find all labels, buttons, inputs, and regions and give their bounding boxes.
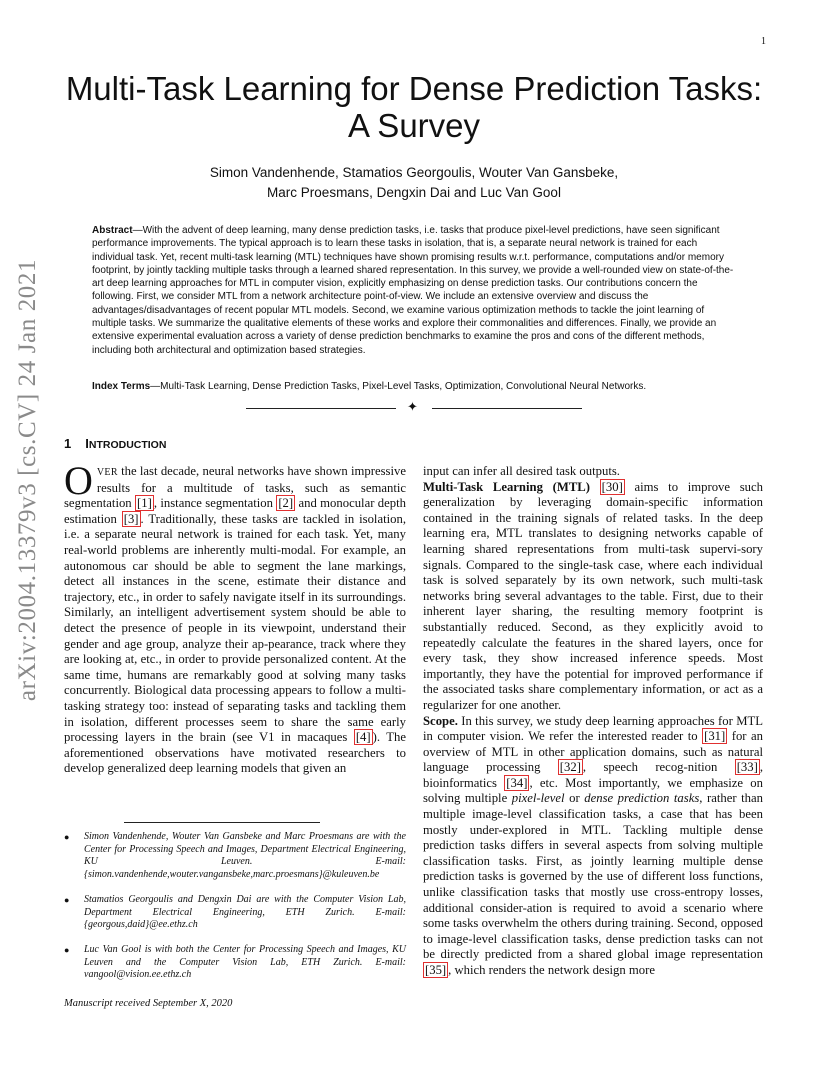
footnote-text: Luc Van Gool is with both the Center for Processing Speech and Images, KU Leuven and the Computer Vision Lab, ETH Zurich. E-mail: vangool@vision.ee.ethz.ch [84, 944, 406, 981]
bullet-icon: ● [64, 832, 70, 842]
scope-paragraph [423, 714, 763, 979]
bullet-icon: ● [64, 895, 70, 905]
abstract-label: Abstract [92, 225, 133, 236]
divider-line-right [432, 408, 582, 409]
index-terms-text: —Multi-Task Learning, Dense Prediction Tasks, Pixel-Level Tasks, Optimization, Convolutional Neural Networks. [150, 381, 647, 392]
citation-link[interactable]: [1] [137, 496, 152, 511]
title-line-1: Multi-Task Learning for Dense Prediction Tasks: [65, 70, 763, 107]
citation-link[interactable]: [4] [355, 730, 371, 745]
intro-text-e: ). The aforementioned observations have motivated researchers to develop generalized deep learning models that given an [64, 730, 406, 776]
scope-text-g: , rather than multiple image-level classification tasks, a case that has been mostly under-explored in MTL. Tackling multiple dense prediction tasks differs in several aspects from solving multiple classification tasks. First, as jointly learning multiple dense prediction tasks is governed by the use of different loss functions, unlike classification tasks that mostly use cross-entropy losses, additional consider-ation is required to avoid a scenario where some tasks overwhelm the others during training. Second, opposed to image-level classification tasks, dense prediction tasks can not be directly predicted from a shared global image representation [423, 791, 763, 962]
scope-text-d: , bioinformatics [423, 760, 764, 790]
intro-text-a: the last decade, neural networks have shown impressive results for a multitude of tasks, such as semantic segmentation [64, 464, 406, 511]
mtl-label: Multi-Task Learning (MTL) [423, 479, 590, 494]
citation-link[interactable]: [2] [278, 496, 294, 511]
footnote-item [64, 831, 406, 881]
authors-line-2: Marc Proesmans, Dengxin Dai and Luc Van Gool [267, 185, 561, 200]
author-list [0, 163, 828, 203]
citation-link[interactable]: [33] [736, 760, 758, 775]
authors-line-1: Simon Vandenhende, Stamatios Georgoulis, Wouter Van Gansbeke, [209, 165, 619, 180]
title-line-2: A Survey [347, 107, 481, 144]
section-title-rest: NTRODUCTION [88, 439, 167, 451]
continuation-line: input can infer all desired task outputs. [423, 464, 620, 478]
scope-text-f: or [564, 791, 585, 806]
scope-text-e: , etc. Most importantly, we emphasize on solving multiple [423, 775, 763, 806]
intro-text-d: . Traditionally, these tasks are tackled in isolation, i.e. a separate neural network is trained for each task. Yet, many real-world problems are inherently multi-modal. For example, an autonomous car should be able to segment the lane markings, detect all instances in the scene, estimate their distance and trajectory, etc., in order to safely navigate itself in its surroundings. Similarly, an intelligent advertisement system should be able to detect the presence of people in its viewpoint, understand their gender and age group, analyze their ap-pearance, track where they are looking at, etc., in order to provide personalized content. At the same time, humans are remarkably good at solving many tasks concurrently. Biological data processing appears to follow a multi-tasking strategy too: instead of separating tasks and tackling them in isolation, different processes seem to share the same early processing layers in the brain (see V1 in macaques [64, 511, 406, 745]
citation-link[interactable]: [30] [601, 479, 623, 494]
body-column-right [423, 464, 763, 979]
scope-emphasis-1: pixel-level [511, 791, 565, 806]
mtl-paragraph [423, 480, 763, 714]
citation-link[interactable]: [34] [506, 775, 528, 790]
citation-link[interactable]: [3] [123, 511, 139, 526]
intro-paragraph [64, 458, 406, 777]
index-terms-label: Index Terms [92, 381, 151, 392]
citation-link[interactable]: [35] [425, 963, 447, 977]
scope-text-c: , speech recog-nition [582, 760, 735, 775]
mtl-text: aims to improve such generalization by leveraging domain-specific information contained in the training signals of related tasks. In the deep learning era, MTL translates to designing networks capable of learning shared representations from multi-task supervi-sory signals. Compared to the single-task case, where each individual task is solved separately by its own network, such multi-task networks bring several advantages to the table. First, due to their inherent layer sharing, the resulting memory footprint is substantially reduced. Second, as they explicitly avoid to repeatedly calculate the features in the shared layers, once for every task, they show increased inference speeds. Most importantly, they have the potential for improved performance if the associated tasks share complementary information, or act as a regularizer for one another. [423, 479, 763, 712]
body-column-left [64, 458, 406, 777]
abstract-text: —With the advent of deep learning, many dense prediction tasks, i.e. tasks that produce pixel-level predictions, have seen significant performance improvements. The typical approach is to learn these tasks in isolation, that is, a separate neural network is trained for each individual task. Yet, recent multi-task learning (MTL) techniques have shown promising results w.r.t. performance, computations and/or memory footprint, by jointly tackling multiple tasks through a learned shared representation. In this survey, we provide a well-rounded view on state-of-the-art deep learning approaches for MTL in computer vision, explicitly emphasizing on dense prediction tasks. Our contributions concern the following. First, we consider MTL from a network architecture point-of-view. We include an extensive overview and discuss the advantages/disadvantages of recent popular MTL models. Second, we examine various optimization methods to tackle the joint learning of multiple tasks. We summarize the qualitative elements of these works and explore their commonalities and differences. Finally, we provide an extensive experimental evaluation across a variety of dense prediction benchmarks to examine the pros and cons of the different methods, including both architectural and optimization based strategies. [92, 225, 734, 356]
footnote-item [64, 944, 406, 982]
manuscript-note: Manuscript received September X, 2020 [64, 998, 233, 1009]
section-heading [64, 436, 166, 451]
divider-line-left [246, 408, 396, 409]
section-number: 1 [64, 436, 72, 451]
abstract [92, 224, 740, 357]
divider-diamond-icon: ✦ [407, 399, 418, 414]
footnote-rule [124, 822, 320, 823]
arxiv-identifier-text: arXiv:2004.13379v3 [cs.CV] 24 Jan 2021 [14, 258, 41, 702]
index-terms [92, 380, 740, 393]
scope-emphasis-2: dense prediction tasks [584, 791, 700, 806]
scope-label: Scope. [423, 713, 458, 728]
citation-link[interactable]: [31] [704, 729, 726, 744]
citation-link[interactable]: [32] [559, 760, 581, 775]
dropcap-continuation: VER [96, 467, 118, 478]
page-number: 1 [761, 36, 766, 47]
scope-text-a: In this survey, we study deep learning approaches for MTL in computer vision. We refer the interested reader to [423, 713, 763, 744]
footnote-text: Simon Vandenhende, Wouter Van Gansbeke and Marc Proesmans are with the Center for Processing Speech and Images, Department Electrical Engineering, KU Leuven. E-mail: {simon.vandenhende,wouter.vangansbeke,marc.proesmans}@kuleuven.be [84, 831, 406, 880]
footnote-text: Stamatios Georgoulis and Dengxin Dai are with the Computer Vision Lab, Department Electrical Engineering, ETH Zurich. E-mail: {georgous,daid}@ee.ethz.ch [84, 894, 406, 931]
scope-text-h: , which renders the network design more [448, 963, 655, 977]
scope-text-b: for an overview of MTL in other application domains, such as natural language processing [423, 729, 763, 775]
section-title-initial: I [85, 436, 89, 451]
drop-cap: O [64, 458, 93, 503]
footnote-item [64, 894, 406, 932]
intro-text-c: and monocular depth estimation [64, 496, 406, 526]
paper-title [0, 70, 828, 144]
intro-text-b: , instance segmentation [153, 496, 277, 511]
bullet-icon: ● [64, 945, 70, 955]
